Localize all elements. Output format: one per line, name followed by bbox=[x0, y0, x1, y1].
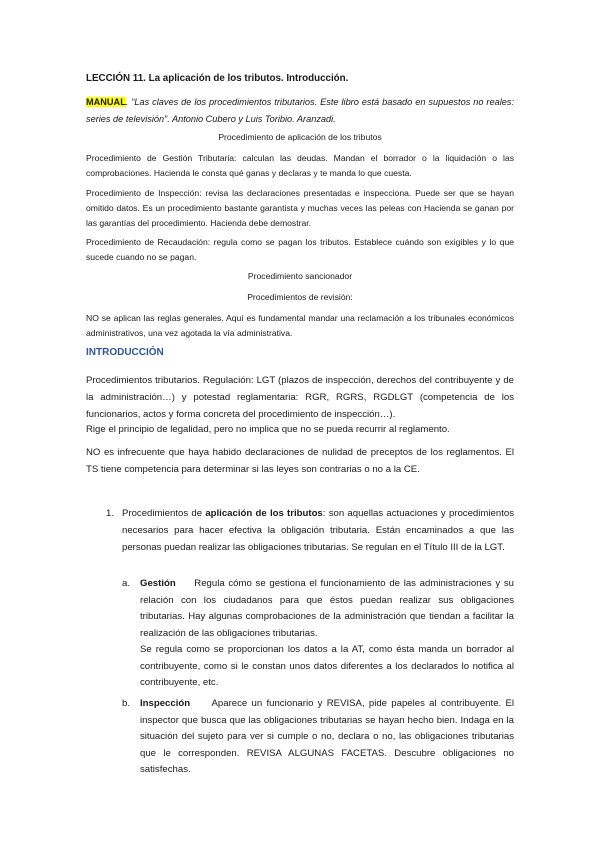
revision-title: Procedimientos de revisión: bbox=[247, 292, 353, 302]
sub-item-b bbox=[140, 696, 514, 779]
list-item-1 bbox=[122, 505, 514, 556]
revision-paragraph: NO se aplican las reglas generales. Aquí es fundamental mandar una reclamación a los tribunales económicos administrativos, una vez agotada la vía administrativa. bbox=[86, 313, 514, 338]
sub-item-a-text: Regula cómo se gestiona el funcionamiento de las administraciones y su relación con los ciudadanos para que éstos puedan realizar sus obligaciones tributarias. Hay algunas comprobaciones de la administración que tiendan a facilitar la realización de las obligaciones tributarias. bbox=[140, 578, 514, 639]
manual-reference bbox=[86, 94, 514, 128]
intro-paragraph-2: Rige el principio de legalidad, pero no implica que no se pueda recurrir al reglamento. bbox=[86, 424, 450, 435]
paragraph-inspeccion: Procedimiento de Inspección: revisa las declaraciones presentadas e inspecciona. Puede ser que se hayan omitido datos. Es un procedimiento bastante garantista y muchas veces las peleas con Hacienda se ganan por las garantías del procedimiento. Hacienda debe demostrar. bbox=[86, 188, 514, 228]
intro-paragraph-3: NO es infrecuente que haya habido declaraciones de nulidad de preceptos de los reglamentos. El TS tiene competencia para determinar si las leyes son contrarias o no a la CE. bbox=[86, 447, 514, 475]
list-item-1-number: 1. bbox=[106, 508, 115, 519]
sancionador-title: Procedimiento sancionador bbox=[247, 271, 353, 281]
sub-item-a bbox=[140, 576, 514, 692]
list-item-1-pre: Procedimientos de bbox=[122, 508, 206, 519]
list-item-1-bold: aplicación de los tributos bbox=[205, 508, 323, 519]
sub-item-a-text2: Se regula como se proporcionan los datos a la AT, como ésta manda un borrador al contribuyente, como si le constan unos datos diferentes a los declarados lo notifica al contribuyente, etc. bbox=[140, 644, 514, 688]
sub-item-b-text: Aparece un funcionario y REVISA, pide papeles al contribuyente. El inspector que busca que las obligaciones tributarias se hayan hecho bien. Indaga en la situación del sujeto para ver si cumple o no, declara o no, las obligaciones tributarias que le corresponden. REVISA ALGUNAS FACETAS. Descubre obligaciones no satisfechas. bbox=[140, 698, 514, 775]
lesson-title: LECCIÓN 11. La aplicación de los tributos. Introducción. bbox=[86, 73, 349, 84]
manual-text: . “Las claves de los procedimientos tributarios. Este libro está basado en supuestos no reales: series de televisión”. Antonio Cubero y Luis Toribio. Aranzadi. bbox=[86, 97, 514, 124]
intro-paragraph-1: Procedimientos tributarios. Regulación: LGT (plazos de inspección, derechos del contribuyente y de la administración…) y potestad reglamentaria: RGR, RGRS, RGDLGT (competencia de los funcionarios, actos y forma concreta del procedimiento de inspección…). bbox=[86, 375, 514, 420]
sub-item-b-term: Inspección bbox=[140, 698, 191, 709]
intro-heading: INTRODUCCIÓN bbox=[86, 347, 164, 358]
manual-label: MANUAL bbox=[86, 97, 126, 107]
paragraph-recaudacion: Procedimiento de Recaudación: regula como se pagan los tributos. Establece cuándo son exigibles y lo que sucede cuando no se pagan. bbox=[86, 237, 514, 262]
sub-item-a-marker: a. bbox=[122, 578, 131, 589]
sub-item-b-marker: b. bbox=[122, 698, 131, 709]
paragraph-gestion: Procedimiento de Gestión Tributaria: calculan las deudas. Mandan el borrador o la liquidación o las comprobaciones. Hacienda le consta qué ganas y declaras y te manda lo que cuesta. bbox=[86, 153, 514, 178]
sub-item-a-term: Gestión bbox=[140, 578, 176, 589]
list-item-1-post: : son aquellas actuaciones y procedimientos necesarios para hacer efectiva la obligación tributaria. Están encaminados a que las personas puedan realizar las obligaciones tributarias. Se regulan en el Título III de la LGT. bbox=[122, 508, 514, 553]
section-title: Procedimiento de aplicación de los tributos bbox=[218, 132, 382, 142]
